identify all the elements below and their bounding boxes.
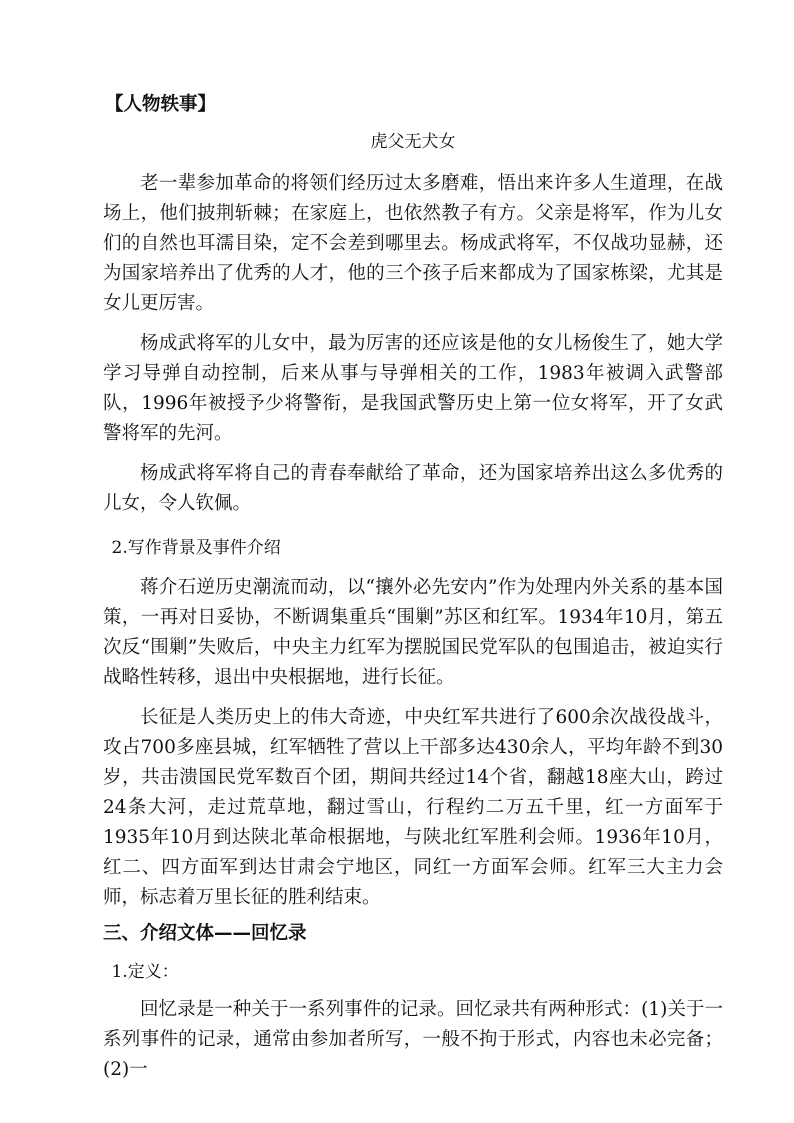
paragraph: 回忆录是一种关于一系列事件的记录。回忆录共有两种形式：(1)关于一系列事件的记录，通常由参加者所写，一般不拘于形式，内容也未必完备；(2)一 <box>103 999 723 1080</box>
document-body <box>103 90 723 1085</box>
paragraph: 老一辈参加革命的将领们经历过太多磨难，悟出来许多人生道理，在战场上，他们披荆斩棘；在家庭上，也依然教子有方。父亲是将军，作为儿女们的自然也耳濡目染，定不会差到哪里去。杨成武将军，不仅战功显赫，还为国家培养出了优秀的人才，他的三个孩子后来都成为了国家栋梁，尤其是女儿更厉害。 <box>103 173 723 314</box>
paragraph: 杨成武将军将自己的青春奉献给了革命，还为国家培养出这么多优秀的儿女，令人钦佩。 <box>103 463 723 514</box>
subheading-definition: 1.定义： <box>111 962 179 982</box>
section-heading-character-anecdotes: 【人物轶事】 <box>105 94 217 115</box>
section-heading-background: 2.写作背景及事件介绍 <box>111 538 281 558</box>
paragraph: 蒋介石逆历史潮流而动，以“攘外必先安内”作为处理内外关系的基本国策，一再对日妥协，不断调集重兵“围剿”苏区和红军。1934年10月，第五次反“围剿”失败后，中央主力红军为摆脱国民党军队的包围追击，被迫实行战略性转移，退出中央根据地，进行长征。 <box>103 577 723 688</box>
paragraph: 杨成武将军的儿女中，最为厉害的还应该是他的女儿杨俊生了，她大学学习导弹自动控制，后来从事与导弹相关的工作，1983年被调入武警部队，1996年被授予少将警衔，是我国武警历史上第一位女将军，开了女武警将军的先河。 <box>103 333 723 444</box>
story-title: 虎父无犬女 <box>370 132 456 152</box>
paragraph: 长征是人类历史上的伟大奇迹，中央红军共进行了600余次战役战斗，攻占700多座县城，红军牺牲了营以上干部多达430余人，平均年龄不到30岁，共击溃国民党军数百个团，期间共经过14个省，翻越18座大山，跨过24条大河，走过荒草地，翻过雪山，行程约二万五千里，红一方面军于1935年10月到达陕北革命根据地，与陕北红军胜利会师。1936年10月，红二、四方面军到达甘肃会宁地区，同红一方面军会师。红军三大主力会师，标志着万里长征的胜利结束。 <box>103 707 723 908</box>
section-heading-genre: 三、介绍文体——回忆录 <box>103 923 307 944</box>
